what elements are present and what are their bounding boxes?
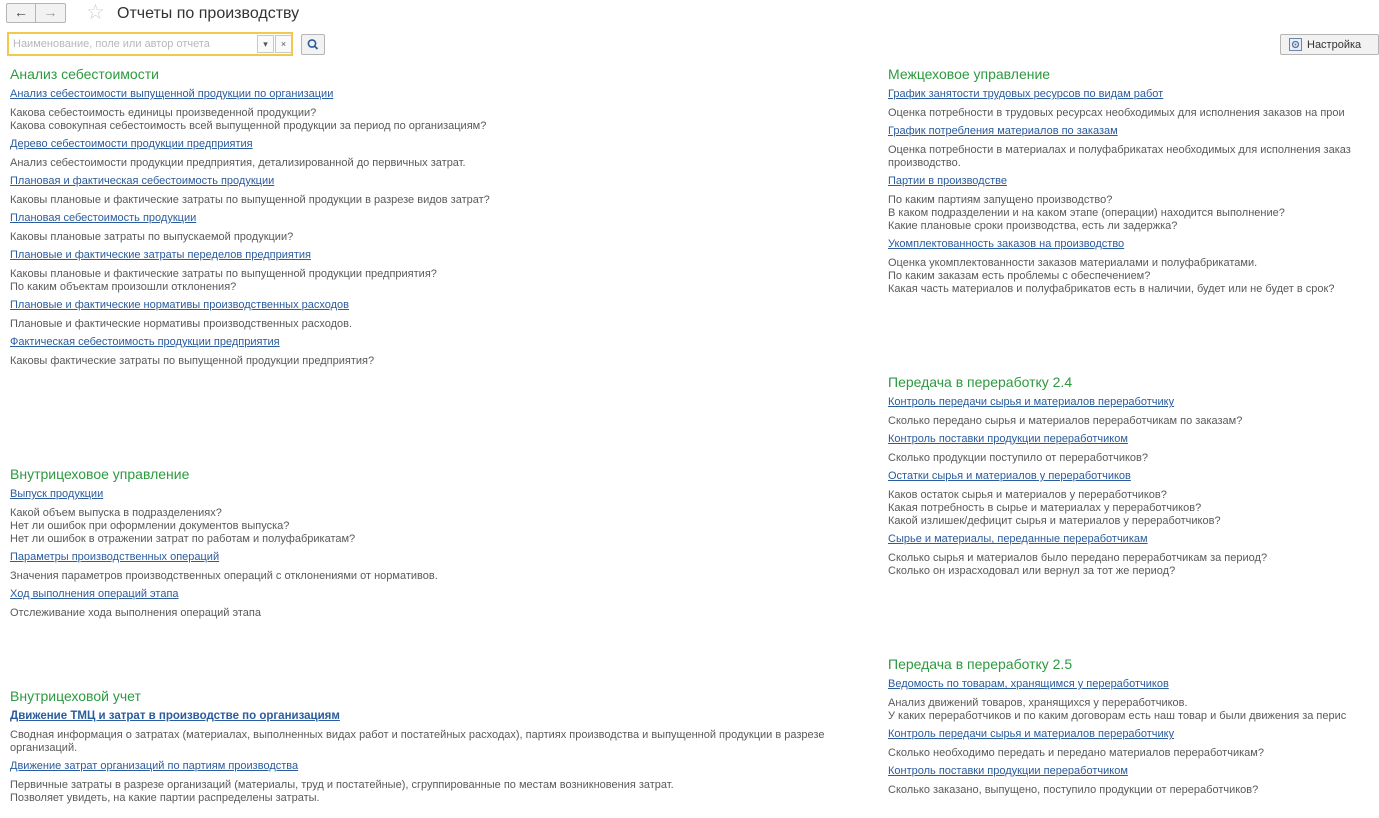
report-item — [888, 723, 1379, 760]
report-item — [888, 391, 1379, 428]
report-description: Сколько заказано, выпущено, поступило продукции от переработчиков? — [888, 784, 1259, 796]
report-item — [10, 83, 876, 133]
report-link[interactable]: Укомплектованность заказов на производство — [888, 238, 1125, 250]
report-link[interactable]: Партии в производстве — [888, 175, 1007, 187]
report-description: Значения параметров производственных операций с отклонениями от нормативов. — [10, 570, 438, 582]
report-description: Плановые и фактические нормативы производственных расходов. — [10, 318, 353, 330]
report-description: Каковы плановые затраты по выпускаемой продукции? — [10, 231, 294, 243]
section-title: Внутрицеховое управление — [10, 466, 190, 482]
report-item — [10, 133, 876, 170]
favorite-star-icon[interactable]: ☆ — [86, 1, 105, 24]
report-item — [888, 760, 1379, 797]
report-item — [10, 244, 876, 294]
back-button[interactable] — [6, 3, 36, 23]
report-link[interactable]: Анализ себестоимости выпущенной продукции по организации — [10, 88, 334, 100]
report-description: Первичные затраты в разрезе организаций (материалы, труд и постатейные), сгруппированные по местам возникновения затрат. Позволяет увидеть, на какие партии распределены затраты. — [10, 779, 674, 804]
settings-button[interactable] — [1280, 34, 1379, 55]
section-title: Передача в переработку 2.4 — [888, 374, 1073, 390]
forward-button[interactable] — [36, 3, 66, 23]
report-item — [888, 673, 1379, 723]
search-dropdown-button[interactable] — [257, 35, 274, 53]
arrow-left-icon: ← — [14, 4, 28, 20]
report-link[interactable]: Ход выполнения операций этапа — [10, 588, 179, 600]
report-item — [10, 483, 876, 546]
section-title: Анализ себестоимости — [10, 66, 159, 82]
report-link[interactable]: Остатки сырья и материалов у переработчиков — [888, 470, 1131, 482]
report-description: Какой объем выпуска в подразделениях? Нет ли ошибок при оформлении документов выпуска? Нет ли ошибок в отражении затрат по работам и полуфабрикатам? — [10, 507, 356, 545]
report-description: Сколько продукции поступило от переработчиков? — [888, 452, 1149, 464]
report-description: Сводная информация о затратах (материалах, выполненных видах работ и постатейных расходах), партиях производства и выпущенной продукции в разрезе организаций. — [10, 729, 825, 754]
report-link[interactable]: Дерево себестоимости продукции предприятия — [10, 138, 253, 150]
report-link[interactable]: Плановая и фактическая себестоимость продукции — [10, 175, 275, 187]
report-item — [10, 170, 876, 207]
settings-icon — [1289, 38, 1302, 51]
report-item — [888, 465, 1379, 528]
close-icon: × — [280, 39, 287, 49]
report-item — [888, 528, 1379, 578]
section-title: Передача в переработку 2.5 — [888, 656, 1073, 672]
report-link[interactable]: Параметры производственных операций — [10, 551, 220, 563]
settings-label: Настройка — [1307, 39, 1362, 51]
report-item — [10, 705, 876, 755]
report-description: Какова себестоимость единицы произведенной продукции? Какова совокупная себестоимость всей выпущенной продукции за период по организациям? — [10, 107, 487, 132]
report-link[interactable]: Контроль поставки продукции переработчиком — [888, 433, 1128, 445]
report-item — [10, 755, 876, 805]
report-description: Сколько необходимо передать и передано материалов переработчикам? — [888, 747, 1264, 759]
report-description: Сколько сырья и материалов было передано переработчикам за период? Сколько он израсходовал или вернул за тот же период? — [888, 552, 1268, 577]
report-description: Анализ движений товаров, хранящихся у переработчиков. У каких переработчиков и по каким договорам есть наш товар и были движения за перис — [888, 697, 1347, 722]
search-box — [7, 32, 293, 56]
report-link[interactable]: График потребления материалов по заказам — [888, 125, 1118, 137]
report-link[interactable]: График занятости трудовых ресурсов по видам работ — [888, 88, 1164, 100]
top-bar — [0, 0, 1379, 30]
report-link[interactable]: Выпуск продукции — [10, 488, 104, 500]
report-item — [888, 428, 1379, 465]
report-section — [10, 66, 876, 368]
right-column — [888, 66, 1379, 818]
report-section — [10, 688, 876, 805]
report-section — [888, 374, 1379, 578]
report-description: Каков остаток сырья и материалов у переработчиков? Какая потребность в сырье и материалах у переработчиков? Какой излишек/дефицит сырья и материалов у переработчиков? — [888, 489, 1221, 527]
report-item — [10, 546, 876, 583]
find-button[interactable] — [301, 34, 325, 55]
report-description: По каким партиям запущено производство? В каком подразделении и на каком этапе (операции) находится выполнение? Какие плановые сроки производства, есть ли задержка? — [888, 194, 1285, 232]
left-column — [10, 66, 876, 818]
report-section — [888, 66, 1379, 296]
report-link[interactable]: Контроль передачи сырья и материалов переработчику — [888, 396, 1175, 408]
section-title: Внутрицеховой учет — [10, 688, 141, 704]
report-item — [888, 170, 1379, 233]
report-description: Каковы плановые и фактические затраты по выпущенной продукции в разрезе видов затрат? — [10, 194, 490, 206]
report-item — [888, 120, 1379, 170]
search-icon — [302, 35, 324, 54]
report-item — [10, 331, 876, 368]
report-link[interactable]: Контроль передачи сырья и материалов переработчику — [888, 728, 1175, 740]
report-link[interactable]: Движение затрат организаций по партиям производства — [10, 760, 299, 772]
arrow-right-icon: → — [43, 4, 58, 20]
report-link[interactable]: Плановые и фактические нормативы производственных расходов — [10, 299, 350, 311]
search-input[interactable] — [13, 35, 249, 53]
report-link[interactable]: Ведомость по товарам, хранящимся у переработчиков — [888, 678, 1169, 690]
report-description: Сколько передано сырья и материалов переработчикам по заказам? — [888, 415, 1243, 427]
report-description: Оценка укомплектованности заказов материалами и полуфабрикатами. По каким заказам есть проблемы с обеспечением? Какая часть материалов и полуфабрикатов есть в наличии, будет или не будет в срок? — [888, 257, 1335, 295]
report-description: Каковы плановые и фактические затраты по выпущенной продукции предприятия? По каким объектам произошли отклонения? — [10, 268, 437, 293]
report-section — [10, 466, 876, 620]
report-link[interactable]: Плановые и фактические затраты переделов предприятия — [10, 249, 311, 261]
report-item — [10, 294, 876, 331]
report-description: Отслеживание хода выполнения операций этапа — [10, 607, 261, 619]
report-item — [888, 83, 1379, 120]
chevron-down-icon: ▾ — [263, 39, 268, 49]
report-description: Анализ себестоимости продукции предприятия, детализированной до первичных затрат. — [10, 157, 466, 169]
section-title: Межцеховое управление — [888, 66, 1051, 82]
report-description: Оценка потребности в материалах и полуфабрикатах необходимых для исполнения заказ производство. — [888, 144, 1351, 169]
report-link[interactable]: Движение ТМЦ и затрат в производстве по организациям — [10, 710, 340, 722]
report-link[interactable]: Сырье и материалы, переданные переработчикам — [888, 533, 1148, 545]
report-item — [10, 583, 876, 620]
report-section — [888, 656, 1379, 797]
report-item — [10, 207, 876, 244]
report-link[interactable]: Фактическая себестоимость продукции предприятия — [10, 336, 280, 348]
search-clear-button[interactable] — [275, 35, 292, 53]
report-link[interactable]: Контроль поставки продукции переработчиком — [888, 765, 1128, 777]
report-link[interactable]: Плановая себестоимость продукции — [10, 212, 197, 224]
report-description: Оценка потребности в трудовых ресурсах необходимых для исполнения заказов на прои — [888, 107, 1345, 119]
report-description: Каковы фактические затраты по выпущенной продукции предприятия? — [10, 355, 375, 367]
page-title: Отчеты по производству — [117, 5, 300, 22]
report-item — [888, 233, 1379, 296]
